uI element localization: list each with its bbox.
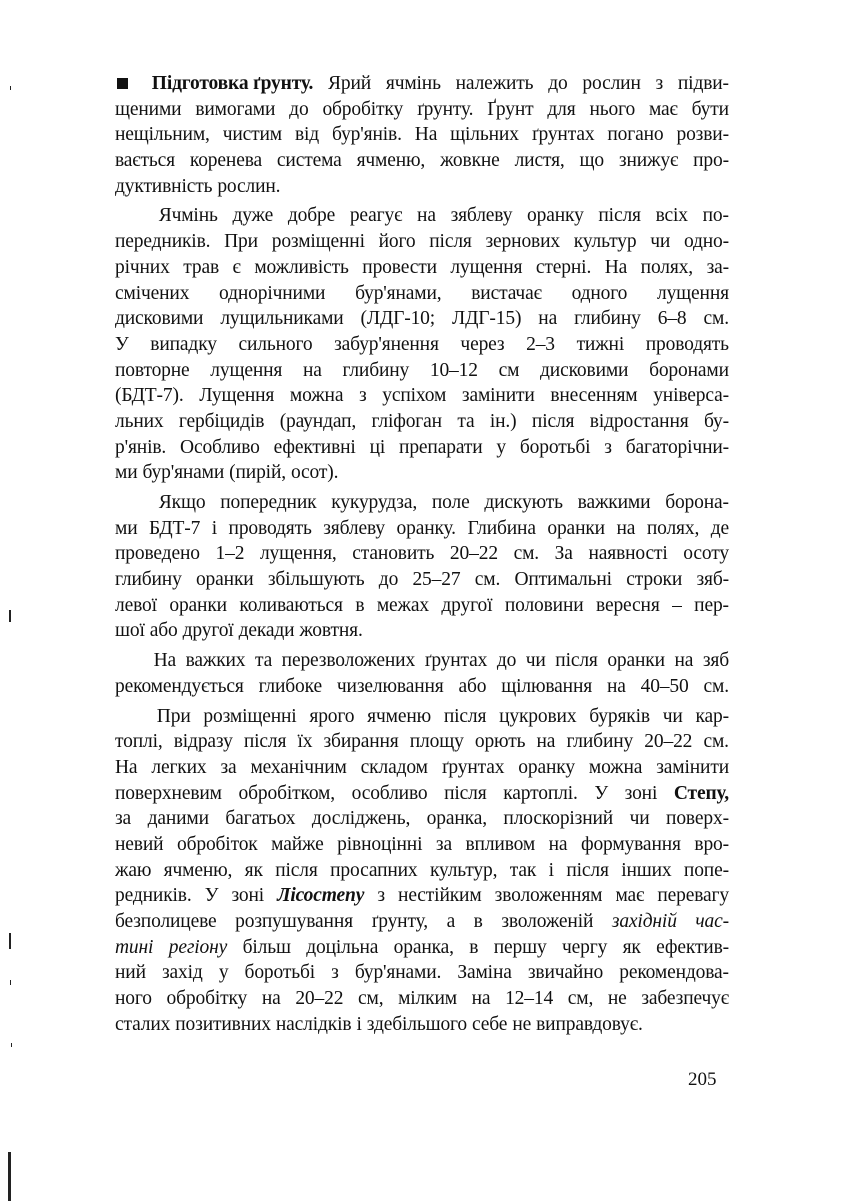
- text-line: невий обробіток майже рівноцінні за впливом на формування вро-: [115, 833, 729, 855]
- text-line: проведено 1–2 лущення, становить 20–22 см. За наявності осоту: [115, 543, 729, 565]
- paragraph-5: [115, 704, 729, 1038]
- paragraph-4: [115, 648, 729, 699]
- text-line: Підготовка ґрунту. Ярий ячмінь належить до рослин з підви-: [115, 71, 729, 97]
- text-line: щеними вимогами до обробітку ґрунту. Ґрунт для нього має бути: [115, 98, 729, 120]
- text-line: На важких та перезволожених ґрунтах до чи після оранки на зяб: [153, 650, 729, 672]
- text-line: Ячмінь дуже добре реагує на зяблеву оранку після всіх по-: [158, 205, 729, 227]
- text-line: тині регіону більш доцільна оранка, в першу чергу як ефектив-: [115, 936, 729, 958]
- text-line: левої оранки коливаються в межах другої половини вересня – пер-: [115, 594, 729, 616]
- scan-mark: [9, 610, 11, 622]
- bullet-square-icon: [115, 71, 137, 97]
- scan-edge-line: [8, 1152, 11, 1201]
- text-line: ного обробітку на 20–22 см, мілким на 12–14 см, не забезпечує: [115, 988, 729, 1010]
- scan-mark: [9, 933, 11, 949]
- text-line: нещільним, чистим від бур'янів. На щільних ґрунтах погано розви-: [115, 124, 729, 146]
- text-line: (БДТ-7). Лущення можна з успіхом замінити внесенням універса-: [115, 385, 729, 407]
- text-line: сталих позитивних наслідків і здебільшого себе не виправдовує.: [115, 1013, 643, 1035]
- text-line: глибину оранки збільшують до 25–27 см. Оптимальні строки зяб-: [115, 569, 729, 591]
- text-line: У випадку сильного забур'янення через 2–3 тижні проводять: [115, 333, 729, 355]
- page-number: 205: [688, 1069, 717, 1090]
- text-line: вається коренева система ячменю, жовкне листя, що знижує про-: [115, 150, 729, 172]
- text-line: дисковими лущильниками (ЛДГ-10; ЛДГ-15) на глибину 6–8 см.: [115, 308, 729, 330]
- text-line: за даними багатьох досліджень, оранка, плоскорізний чи поверх-: [115, 808, 729, 830]
- scan-mark: [11, 1043, 12, 1047]
- text-line: льних гербіцидів (раундап, гліфоган та ін.) після відростання бу-: [115, 410, 729, 432]
- text-line: поверхневим обробітком, особливо після картоплі. У зоні Степу,: [115, 782, 729, 804]
- paragraph-1: [115, 71, 729, 199]
- text-line: дуктивність рослин.: [115, 175, 281, 197]
- text-line: річних трав є можливість провести лущення стерні. На полях, за-: [115, 256, 729, 278]
- paragraph-3: [115, 490, 729, 644]
- scan-mark: [10, 980, 11, 985]
- heading: Підготовка ґрунту.: [151, 73, 314, 94]
- paragraph-2: [115, 203, 729, 486]
- text-line: безполицеве розпушування ґрунту, а в зволоженій західній час-: [115, 911, 729, 932]
- text-line: редників. У зоні Лісостепу з нестійким зволоженням має перевагу: [115, 885, 729, 907]
- text-line: При розміщенні ярого ячменю після цукрових буряків чи кар-: [156, 705, 729, 727]
- text-line: ми БДТ-7 і проводять зяблеву оранку. Глибина оранки на полях, де: [115, 517, 729, 539]
- text-line: р'янів. Особливо ефективні ці препарати у боротьбі з багаторічни-: [115, 436, 729, 458]
- text-line: топлі, відразу після їх збирання площу орють на глибину 20–22 см.: [115, 731, 729, 753]
- text-line: ний захід у боротьбі з бур'янами. Заміна звичайно рекомендова-: [115, 962, 729, 984]
- scan-mark: [10, 86, 11, 90]
- text-line: ми бур'янами (пирій, осот).: [115, 462, 339, 484]
- text-line: передників. При розміщенні його після зернових культур чи одно-: [115, 231, 729, 253]
- text-line: смічених однорічними бур'янами, вистачає одного лущення: [115, 282, 729, 304]
- text-line: На легких за механічним складом ґрунтах оранку можна замінити: [115, 756, 729, 778]
- text-line: повторне лущення на глибину 10–12 см дисковими боронами: [115, 359, 729, 381]
- text-line: шої або другої декади жовтня.: [115, 620, 363, 642]
- text-line: жаю ячменю, як після просапних культур, так і після інших попе-: [115, 859, 729, 881]
- page-body: [115, 71, 729, 1037]
- text-line: Якщо попередник кукурудза, поле дискують важкими борона-: [158, 492, 729, 513]
- text-line: рекомендується глибоке чизелювання або щілювання на 40–50 см.: [115, 675, 729, 697]
